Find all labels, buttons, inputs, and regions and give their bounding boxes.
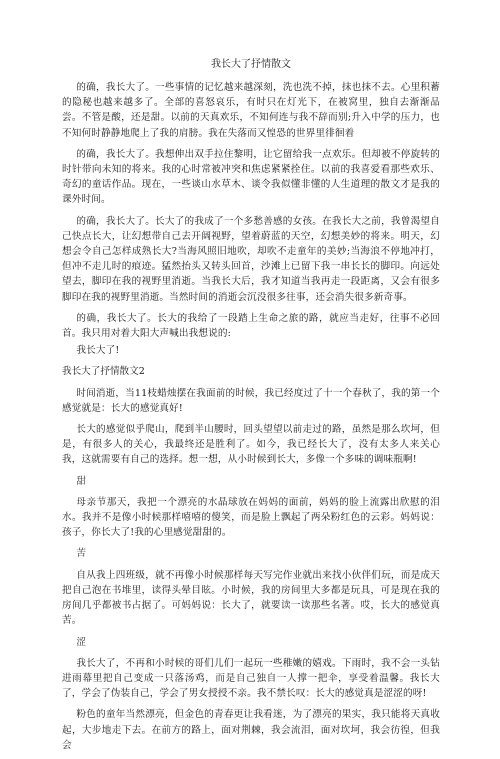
section-label-sweet: 甜: [76, 475, 86, 487]
section-label-bitter: 苦: [76, 548, 86, 560]
section-label-astringent: 涩: [76, 636, 86, 648]
document-page: [62, 58, 440, 759]
second-essay-title: 我长大了抒情散文2: [62, 366, 145, 378]
paragraph: 的确，我长大了。长大的我给了一段踏上生命之旅的路，就应当走好，往事不必回首。我只用对着大阳大声喊出我想说的:: [62, 312, 440, 340]
section-text-sweet: 母亲节那天，我把一个漂亮的水晶球放在妈妈的面前，妈妈的脸上流露出欣慰的泪水。我并不是像小时候那样嘻嘻的傻笑，而是脸上飘起了两朵粉红色的云彩。妈妈说：孩子，你长大了!我的心里感觉甜甜的。: [62, 496, 440, 539]
paragraph: 的确，我长大了。我想伸出双手拉住黎明，让它留给我一点欢乐。但却被不停旋转的时针带向未知的将来。我的心时常被冲突和焦虑紧紧拴住。以前的我喜爱看那些欢乐、奇幻的童话作品。现在，一些谈山水草木、谈令我似懂非懂的人生道理的散文才是我的课外时间。: [62, 148, 440, 206]
paragraph: 的确，我长大了。一些事情的记忆越来越深刻，洗也洗不掉，抹也抹不去。心里积蓄的隐秘也越来越多了。全部的喜怒哀乐，有时只在灯光下，在被窝里，独自去渐渐品尝。不管是酸，还是甜。以前的天真欢乐，不知何连与我不辞而别;升入中学的压力，也不知何时静静地爬上了我的肩膀。我在失落而又惶恐的世界里徘徊着: [62, 82, 440, 139]
paragraph: 的确，我长大了。长大了的我成了一个多愁善感的女孩。在我长大之前，我曾渴望自己快点长大，让幻想带自己去开阔视野，望着蔚蓝的天空，幻想美妙的将来。明天，幻想会令自己怎样成熟长大?当海风照旧地吹，却吹不走童年的美妙;当海浪不停地冲打，但冲不走儿时的痕迹。猛然抬头又转头回首，沙滩上已留下我一串长长的脚印。向远处望去，脚印在我的视野里消逝。当我长大后，我才知道当我再走一段距离，又会有很多脚印在我的视野里消逝。当然时间的消逝会沉没很多往事，还会消失很多新奇事。: [62, 215, 440, 303]
section-text-astringent: 我长大了，不再和小时候的哥们儿们一起玩一些稚嫩的嬉戏。下雨时，我不会一头钻进雨幕里把自己变成一只落汤鸡，而是自己独自一人撑一把伞，享受着温馨。我长大了，学会了伪装自己，学会了男女授授不亲。我不禁长叹：长大的感觉真是涩涩的呀!: [62, 657, 440, 700]
exclamation-line: 我长大了!: [76, 345, 120, 357]
paragraph: 长大的感觉似乎爬山，爬到半山腰时，回头望望以前走过的路，虽然是那么坎坷，但是，有很多人的关心，我最终还是胜利了。如今，我已经长大了，没有太多人来关心我，这就需要有自己的选择。想一想，从小时候到长大，多像一个多味的调味瓶啊!: [62, 424, 440, 466]
paragraph: 时间消逝，当11枝蜡烛摆在我面前的时候，我已经度过了十一个春秋了，我的第一个感觉就是：长大的感觉真好!: [62, 387, 440, 414]
document-title: 我长大了抒情散文: [211, 59, 291, 70]
section-text-bitter: 自从我上四班级，就不再像小时候那样每天写完作业就出来找小伙伴们玩，而是成天把自己泡在书堆里，读得头晕目眩。小时候，我的房间里大多都是玩具，可是现在我的房间几乎都被书占据了。可妈妈说：长大了，就要读一读那些名著。哎，长大的感觉真苦。: [62, 569, 440, 627]
closing-paragraph: 粉色的童年当然漂亮，但金色的青春更让我看迷，为了漂亮的果实，我只能将天真收起，大步地走下去。在前方的路上，面对荆棘，我会流泪，面对坎坷，我会彷徨，但我会: [62, 709, 440, 751]
